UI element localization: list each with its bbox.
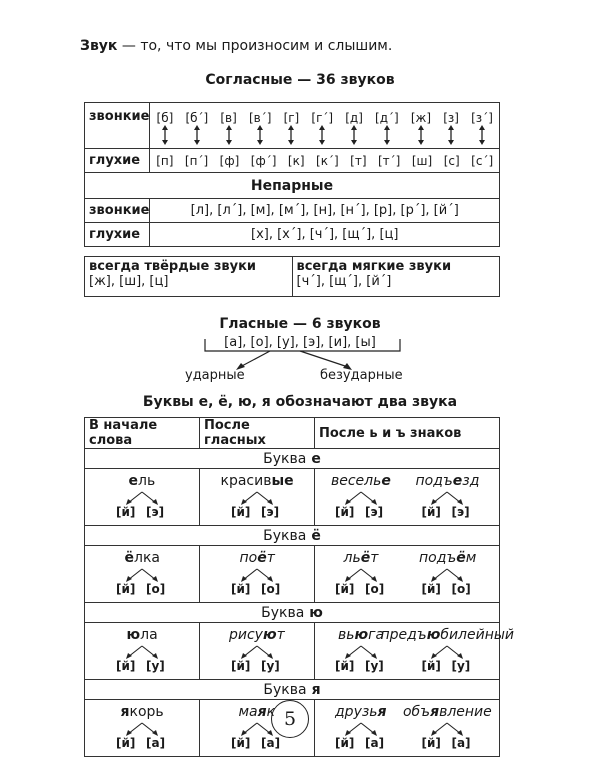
pair-arrow-icon bbox=[317, 125, 327, 145]
consonant-voiced-1 bbox=[185, 111, 208, 145]
voiceless-cells bbox=[150, 154, 499, 168]
letter-group-word: Буква bbox=[261, 604, 305, 621]
letter-group-examples bbox=[85, 623, 500, 680]
sound-vowel: [о] bbox=[451, 582, 471, 596]
header-after-vowels: После гласных bbox=[200, 418, 315, 449]
header-start: В начале слова bbox=[85, 418, 200, 449]
example-cell bbox=[200, 469, 315, 526]
consonant-voiceless-0 bbox=[156, 154, 173, 168]
pair-arrow-icon bbox=[255, 125, 265, 145]
letters-title: Буквы е, ё, ю, я обозначают два звука bbox=[142, 394, 458, 410]
sound-vowel: [у] bbox=[451, 659, 471, 673]
sound-j: [й] bbox=[116, 582, 136, 596]
consonant-voiced-5 bbox=[311, 111, 333, 145]
sound-vowel: [э] bbox=[365, 505, 384, 519]
consonant-text: [т] bbox=[350, 153, 367, 168]
sound-vowel: [о] bbox=[261, 582, 281, 596]
word-part-pre: друзь bbox=[335, 704, 378, 720]
pair-arrow-icon bbox=[446, 125, 456, 145]
sound-j: [й] bbox=[116, 736, 136, 750]
sound-j: [й] bbox=[421, 659, 441, 673]
vowels-stressed: ударные bbox=[185, 368, 245, 383]
example-cell bbox=[85, 469, 200, 526]
word-part-pre: подъ bbox=[415, 473, 453, 489]
unpaired-title: Непарные bbox=[85, 173, 500, 199]
voiceless-label: глухие bbox=[85, 149, 150, 173]
sound-vowel: [а] bbox=[365, 736, 385, 750]
word-part-pre: весель bbox=[331, 473, 382, 489]
consonant-voiceless-10 bbox=[471, 154, 493, 168]
word-part-bold: е bbox=[128, 473, 138, 489]
pair-arrow-icon bbox=[192, 125, 202, 145]
example-word bbox=[229, 627, 285, 643]
word-part-pre: красив bbox=[220, 473, 272, 489]
consonant-text: [з´] bbox=[471, 110, 493, 125]
word-part-bold: ю bbox=[426, 627, 441, 643]
hard-values: [ж], [ш], [ц] bbox=[89, 274, 169, 289]
consonant-voiceless-8 bbox=[412, 154, 432, 168]
pair-arrow-icon bbox=[477, 125, 487, 145]
consonants-table bbox=[84, 102, 500, 247]
page-number: 5 bbox=[271, 700, 309, 738]
consonant-text: [в´] bbox=[248, 110, 272, 125]
pair-arrow-icon bbox=[416, 125, 426, 145]
pair-arrow-icon bbox=[160, 125, 170, 145]
word-part-bold: я bbox=[257, 704, 267, 720]
split-arrows-icon bbox=[427, 722, 467, 736]
example-word bbox=[239, 704, 276, 720]
sound-vowel: [о] bbox=[365, 582, 385, 596]
word-part-post: билейный bbox=[440, 627, 515, 643]
word-part-post: к bbox=[266, 704, 276, 720]
sound-j: [й] bbox=[335, 659, 355, 673]
vowels-list: [а], [о], [у], [э], [и], [ы] bbox=[224, 335, 376, 350]
letter-group-label bbox=[85, 449, 500, 469]
unpaired-voiced-values: [л], [л´], [м], [м´], [н], [н´], [р], [р´], [й´] bbox=[150, 199, 500, 223]
sound-j: [й] bbox=[421, 582, 441, 596]
word-part-bold: ю bbox=[126, 627, 141, 643]
intro-line bbox=[80, 38, 392, 54]
intro-term: Звук bbox=[80, 38, 118, 54]
consonant-voiceless-7 bbox=[378, 154, 400, 168]
word-part-bold: ые bbox=[271, 473, 294, 489]
split-arrows-icon bbox=[122, 645, 162, 659]
example-word bbox=[331, 473, 391, 489]
word-part-pre: предъ bbox=[380, 627, 427, 643]
word-part-pre: по bbox=[239, 550, 258, 566]
consonant-voiceless-4 bbox=[288, 154, 305, 168]
sound-j: [й] bbox=[116, 659, 136, 673]
sound-j: [й] bbox=[335, 736, 355, 750]
word-part-post: зд bbox=[462, 473, 480, 489]
example-word bbox=[127, 627, 158, 643]
sound-j: [й] bbox=[421, 736, 441, 750]
sound-vowel: [о] bbox=[146, 582, 166, 596]
word-part-bold: я bbox=[430, 704, 440, 720]
split-arrows-icon bbox=[237, 645, 277, 659]
sound-j: [й] bbox=[421, 505, 441, 519]
letter-group-label bbox=[85, 680, 500, 700]
vowels-unstressed: безударные bbox=[320, 368, 403, 383]
split-arrows-icon bbox=[122, 722, 162, 736]
consonant-voiced-6 bbox=[345, 111, 363, 145]
example-word bbox=[338, 627, 384, 643]
soft-cell bbox=[292, 257, 500, 297]
consonant-text: [в] bbox=[220, 110, 237, 125]
hard-title: всегда твёрдые звуки bbox=[89, 259, 257, 274]
word-part-post: т bbox=[276, 627, 285, 643]
unpaired-voiceless-label: глухие bbox=[85, 223, 150, 247]
consonant-voiceless-3 bbox=[251, 154, 277, 168]
word-part-pre: подъ bbox=[418, 550, 457, 566]
consonant-voiced-4 bbox=[284, 111, 300, 145]
split-arrows-icon bbox=[341, 722, 381, 736]
sound-vowel: [э] bbox=[146, 505, 165, 519]
consonant-text: [ф] bbox=[219, 153, 240, 168]
hard-cell bbox=[85, 257, 293, 297]
sound-vowel: [э] bbox=[451, 505, 470, 519]
consonant-text: [ф´] bbox=[250, 153, 277, 168]
consonant-voiceless-9 bbox=[444, 154, 460, 168]
letter-group-letter: ю bbox=[309, 604, 323, 621]
consonant-voiceless-6 bbox=[350, 154, 366, 168]
consonant-voiced-0 bbox=[157, 111, 174, 145]
example-cell bbox=[315, 469, 500, 526]
word-part-post: ль bbox=[138, 473, 156, 489]
word-part-pre: объ bbox=[402, 704, 431, 720]
voiced-cells bbox=[150, 107, 499, 145]
example-cell bbox=[200, 546, 315, 603]
letter-group-word: Буква bbox=[263, 681, 307, 698]
example-word bbox=[403, 704, 492, 720]
example-word bbox=[335, 704, 387, 720]
vowels-title: Гласные — 6 звуков bbox=[219, 316, 381, 332]
consonant-text: [б´] bbox=[185, 110, 209, 125]
consonant-text: [с´] bbox=[471, 153, 494, 168]
word-part-bold: я bbox=[120, 704, 130, 720]
sound-vowel: [у] bbox=[365, 659, 384, 673]
word-part-bold: ё bbox=[456, 550, 466, 566]
consonant-voiced-8 bbox=[411, 111, 431, 145]
word-part-post: га bbox=[368, 627, 385, 643]
word-part-post: ла bbox=[140, 627, 158, 643]
letter-group-examples bbox=[85, 469, 500, 526]
voiced-row bbox=[85, 103, 500, 149]
word-part-pre: ль bbox=[343, 550, 361, 566]
word-part-bold: ё bbox=[124, 550, 134, 566]
word-part-bold: ё bbox=[257, 550, 267, 566]
pair-arrow-icon bbox=[286, 125, 296, 145]
consonant-text: [г] bbox=[283, 110, 300, 125]
sound-vowel: [а] bbox=[451, 736, 471, 750]
letter-group-header bbox=[85, 603, 500, 623]
split-arrows-icon bbox=[427, 491, 467, 505]
sound-j: [й] bbox=[231, 582, 251, 596]
example-cell bbox=[200, 623, 315, 680]
letter-group-letter: е bbox=[311, 450, 321, 467]
word-part-pre: рису bbox=[229, 627, 263, 643]
sound-vowel: [у] bbox=[146, 659, 165, 673]
voiced-label: звонкие bbox=[85, 103, 150, 149]
consonant-text: [п] bbox=[156, 153, 174, 168]
letter-group-letter: я bbox=[311, 681, 321, 698]
example-word bbox=[121, 704, 164, 720]
example-word bbox=[240, 550, 275, 566]
word-part-bold: я bbox=[377, 704, 387, 720]
consonant-text: [ж] bbox=[410, 110, 432, 125]
intro-text: — то, что мы произносим и слышим. bbox=[121, 38, 393, 54]
word-part-bold: е bbox=[381, 473, 391, 489]
split-arrows-icon bbox=[341, 491, 381, 505]
letter-group-header bbox=[85, 526, 500, 546]
split-arrows-icon bbox=[237, 491, 277, 505]
sound-vowel: [э] bbox=[261, 505, 280, 519]
consonant-text: [д] bbox=[345, 110, 363, 125]
example-word bbox=[221, 473, 294, 489]
split-arrows-icon bbox=[341, 568, 381, 582]
letter-group-letter: ё bbox=[311, 527, 321, 544]
sound-j: [й] bbox=[335, 582, 355, 596]
letters-header-row bbox=[85, 418, 500, 449]
word-part-post: корь bbox=[129, 704, 164, 720]
word-part-post: вление bbox=[439, 704, 492, 720]
example-cell bbox=[85, 623, 200, 680]
example-word bbox=[380, 627, 514, 643]
letter-group-header bbox=[85, 449, 500, 469]
example-word bbox=[344, 550, 379, 566]
consonant-text: [г´] bbox=[311, 110, 334, 125]
consonant-voiced-7 bbox=[375, 111, 399, 145]
soft-values: [ч´], [щ´], [й´] bbox=[296, 274, 392, 289]
letter-group-label bbox=[85, 603, 500, 623]
consonant-text: [п´] bbox=[184, 153, 209, 168]
example-word bbox=[415, 473, 479, 489]
split-arrows-icon bbox=[341, 645, 381, 659]
word-part-post: т bbox=[370, 550, 379, 566]
consonant-voiced-9 bbox=[443, 111, 459, 145]
word-part-post: м bbox=[465, 550, 477, 566]
word-part-pre: вь bbox=[338, 627, 355, 643]
consonant-text: [к´] bbox=[316, 153, 339, 168]
split-arrows-icon bbox=[237, 568, 277, 582]
consonants-title: Согласные — 36 звуков bbox=[205, 72, 395, 88]
sound-vowel: [а] bbox=[261, 736, 281, 750]
consonant-voiced-10 bbox=[471, 111, 493, 145]
hard-soft-table bbox=[84, 256, 500, 297]
word-part-bold: ю bbox=[354, 627, 369, 643]
consonant-voiced-2 bbox=[220, 111, 236, 145]
word-part-post: т bbox=[266, 550, 275, 566]
consonant-text: [к] bbox=[287, 153, 305, 168]
pair-arrow-icon bbox=[224, 125, 234, 145]
header-after-signs: После ь и ъ знаков bbox=[315, 418, 500, 449]
split-arrows-icon bbox=[427, 645, 467, 659]
example-word bbox=[129, 473, 156, 489]
consonant-text: [д´] bbox=[375, 110, 399, 125]
unpaired-voiced-label: звонкие bbox=[85, 199, 150, 223]
sound-vowel: [а] bbox=[146, 736, 166, 750]
sound-j: [й] bbox=[231, 505, 251, 519]
consonant-text: [ш] bbox=[411, 153, 433, 168]
split-arrows-icon bbox=[122, 568, 162, 582]
soft-title: всегда мягкие звуки bbox=[296, 259, 452, 274]
unpaired-voiceless-values: [х], [х´], [ч´], [щ´], [ц] bbox=[150, 223, 500, 247]
consonant-voiced-3 bbox=[249, 111, 271, 145]
consonant-text: [т´] bbox=[378, 153, 401, 168]
pair-arrow-icon bbox=[349, 125, 359, 145]
letter-group-examples bbox=[85, 546, 500, 603]
sound-j: [й] bbox=[116, 505, 136, 519]
word-part-bold: ю bbox=[262, 627, 277, 643]
voiceless-row bbox=[85, 149, 500, 173]
example-cell bbox=[85, 546, 200, 603]
sound-j: [й] bbox=[335, 505, 355, 519]
consonant-voiceless-5 bbox=[316, 154, 339, 168]
example-word bbox=[125, 550, 160, 566]
sound-vowel: [у] bbox=[261, 659, 280, 673]
letter-group-label bbox=[85, 526, 500, 546]
example-cell bbox=[315, 700, 500, 757]
word-part-bold: ё bbox=[360, 550, 371, 566]
consonant-text: [с] bbox=[443, 153, 460, 168]
letter-group-word: Буква bbox=[263, 450, 307, 467]
word-part-post: лка bbox=[134, 550, 160, 566]
example-word bbox=[419, 550, 476, 566]
word-part-pre: ма bbox=[238, 704, 258, 720]
split-arrows-icon bbox=[122, 491, 162, 505]
sound-j: [й] bbox=[231, 736, 251, 750]
letter-group-header bbox=[85, 680, 500, 700]
sound-j: [й] bbox=[231, 659, 251, 673]
consonant-text: [б] bbox=[156, 110, 174, 125]
example-cell bbox=[85, 700, 200, 757]
example-cell bbox=[315, 623, 515, 680]
letter-group-word: Буква bbox=[263, 527, 307, 544]
consonant-text: [з] bbox=[443, 110, 459, 125]
pair-arrow-icon bbox=[382, 125, 392, 145]
split-arrows-icon bbox=[427, 568, 467, 582]
word-part-bold: е bbox=[452, 473, 463, 489]
consonant-voiceless-1 bbox=[185, 154, 208, 168]
consonant-voiceless-2 bbox=[220, 154, 240, 168]
example-cell bbox=[315, 546, 500, 603]
